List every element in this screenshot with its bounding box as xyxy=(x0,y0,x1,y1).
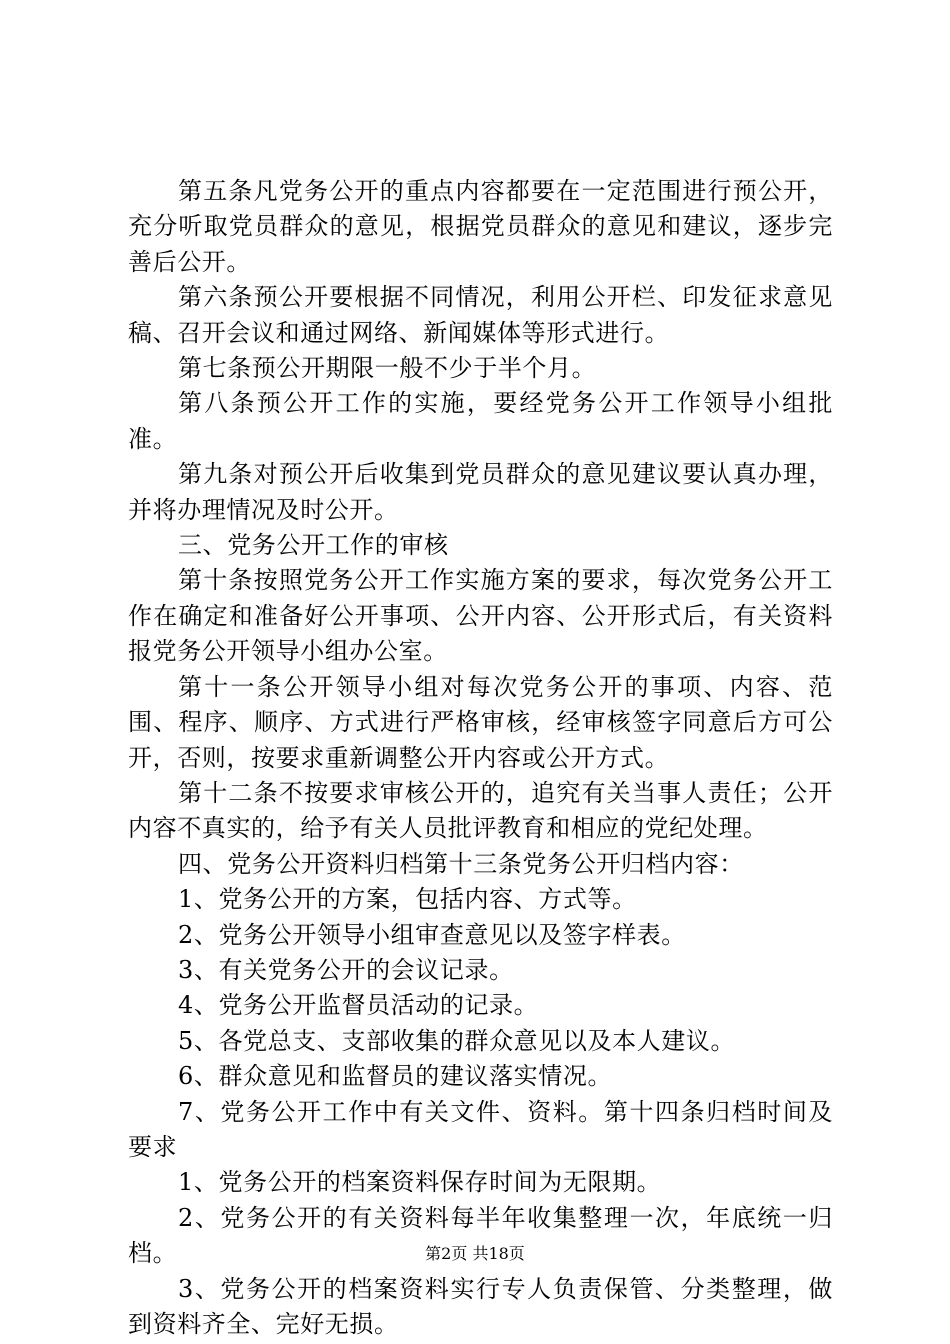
list-item: 3、党务公开的档案资料实行专人负责保管、分类整理，做到资料齐全、完好无损。 xyxy=(128,1274,833,1338)
list-item: 7、党务公开工作中有关文件、资料。第十四条归档时间及要求 xyxy=(128,1097,833,1161)
section-heading-archive: 四、党务公开资料归档第十三条党务公开归档内容： xyxy=(178,849,744,878)
section-heading-review: 三、党务公开工作的审核 xyxy=(178,531,449,560)
paragraph-article-12: 第十二条不按要求审核公开的，追究有关当事人责任；公开内容不真实的，给予有关人员批评教育和相应的党纪处理。 xyxy=(128,778,833,843)
paragraph-article-11: 第十一条公开领导小组对每次党务公开的事项、内容、范围、程序、顺序、方式进行严格审核，经审核签字同意后方可公开，否则，按要求重新调整公开内容或公开方式。 xyxy=(128,672,833,772)
page-number-footer: 第2页 共18页 xyxy=(425,1244,525,1263)
list-item: 1、党务公开的方案，包括内容、方式等。 xyxy=(178,885,637,914)
paragraph-article-5: 第五条凡党务公开的重点内容都要在一定范围进行预公开，充分听取党员群众的意见，根据党员群众的意见和建议，逐步完善后公开。 xyxy=(128,177,833,276)
list-item: 6、群众意见和监督员的建议落实情况。 xyxy=(178,1062,613,1091)
list-item: 1、党务公开的档案资料保存时间为无限期。 xyxy=(178,1168,662,1197)
list-item: 3、有关党务公开的会议记录。 xyxy=(178,955,514,984)
paragraph-article-7: 第七条预公开期限一般不少于半个月。 xyxy=(178,354,597,383)
list-item: 2、党务公开的有关资料每半年收集整理一次，年底统一归档。 xyxy=(128,1203,833,1268)
list-item: 5、各党总支、支部收集的群众意见以及本人建议。 xyxy=(178,1026,736,1055)
list-item: 4、党务公开监督员活动的记录。 xyxy=(178,991,539,1020)
paragraph-article-8: 第八条预公开工作的实施，要经党务公开工作领导小组批准。 xyxy=(128,389,833,453)
paragraph-article-10: 第十条按照党务公开工作实施方案的要求，每次党务公开工作在确定和准备好公开事项、公开内容、公开形式后，有关资料报党务公开领导小组办公室。 xyxy=(128,566,833,666)
paragraph-article-9: 第九条对预公开后收集到党员群众的意见建议要认真办理，并将办理情况及时公开。 xyxy=(128,460,833,524)
paragraph-article-6: 第六条预公开要根据不同情况，利用公开栏、印发征求意见稿、召开会议和通过网络、新闻媒体等形式进行。 xyxy=(128,283,833,347)
document-body xyxy=(128,174,833,1342)
list-item: 2、党务公开领导小组审查意见以及签字样表。 xyxy=(178,920,686,949)
